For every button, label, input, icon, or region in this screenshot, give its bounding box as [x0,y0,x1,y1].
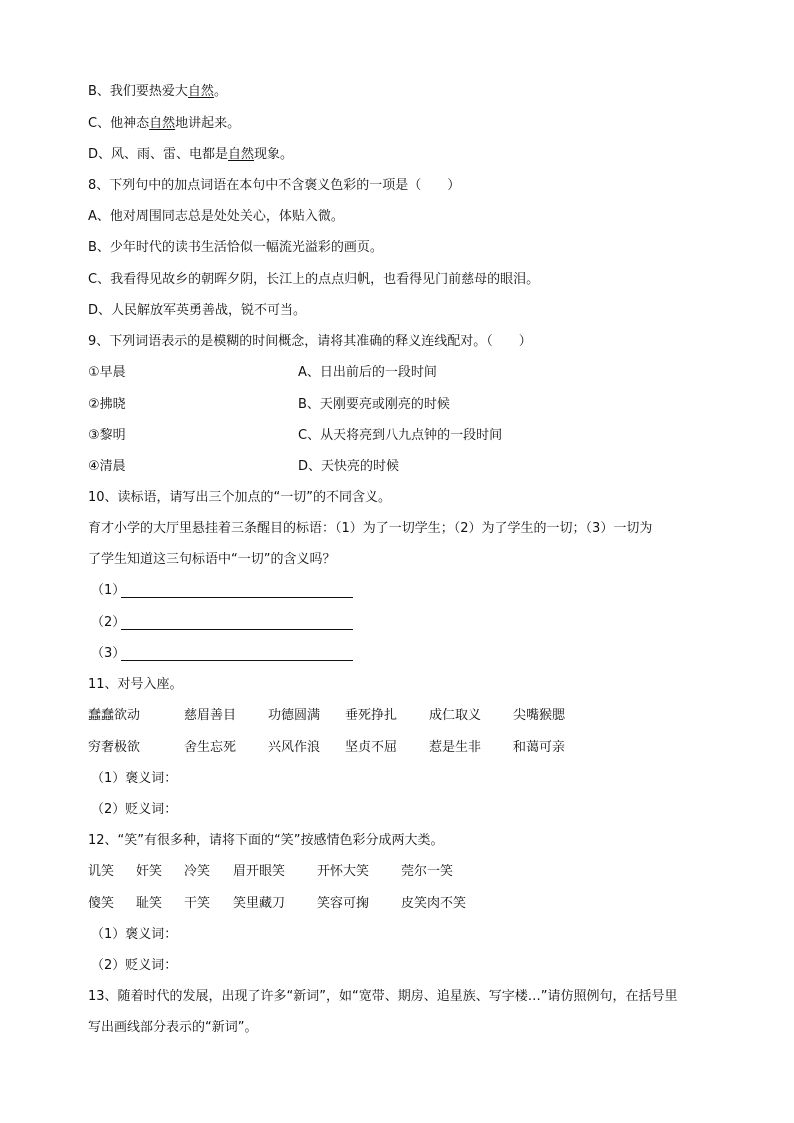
q9-term-1: ①早晨 [88,365,126,380]
q12-word: 莞尔一笑 [401,864,454,879]
q8-option-d: D、人民解放军英勇善战，锐不可当。 [88,303,307,318]
q11-word: 成仁取义 [429,708,482,723]
q10-answer-line-2[interactable] [121,629,353,630]
q8-option-c: C、我看得见故乡的朝晖夕阴，长江上的点点归帆，也看得见门前慈母的眼泪。 [88,272,540,287]
q12-word: 干笑 [184,896,211,911]
text: 现象。 [254,147,294,162]
q12-answer-negative: （2）贬义词： [91,958,178,973]
underlined-word: 自然 [149,116,176,131]
q12-answer-positive: （1）褒义词： [91,927,178,942]
option-d-line [88,147,293,163]
question-13-line-2: 写出画线部分表示的“新词”。 [88,1020,258,1035]
text: 。 [213,84,227,99]
q12-word: 笑容可掬 [317,896,370,911]
q11-word: 功德圆满 [268,708,321,723]
q11-word: 垂死挣扎 [345,708,398,723]
question-8-stem: 8、下列句中的加点词语在本句中不含褒义色彩的一项是（ ） [88,178,461,193]
q11-word: 舍生忘死 [184,740,237,755]
q9-definition-c: C、从天将亮到八九点钟的一段时间 [298,428,503,443]
text: C、他神态 [88,116,150,131]
q8-option-a: A、他对周围同志总是处处关心，体贴入微。 [88,209,344,224]
q9-term-3: ③黎明 [88,428,126,443]
question-11-stem: 11、对号入座。 [88,677,183,692]
q11-word: 穷奢极欲 [88,740,141,755]
text: B、我们要热爱大 [88,84,188,99]
q11-word: 坚贞不屈 [345,740,398,755]
q9-definition-b: B、天刚要亮或刚亮的时候 [298,397,450,412]
q10-answer-line-1[interactable] [121,597,353,598]
question-10-stem: 10、读标语，请写出三个加点的“一切”的不同含义。 [88,490,392,505]
question-13-line-1: 13、随着时代的发展，出现了许多“新词”，如“宽带、期房、追星族、写字楼…”请仿照例句，在括号里 [88,989,678,1004]
q10-blank-label-1: （1） [91,583,126,598]
q12-word: 奸笑 [136,864,163,879]
q11-word: 蠢蠢欲动 [88,708,141,723]
q10-blank-label-2: （2） [91,615,126,630]
option-b-line [88,84,227,100]
underlined-word: 自然 [228,147,255,162]
q11-answer-negative: （2）贬义词： [91,802,178,817]
underlined-word: 自然 [187,84,214,99]
q10-body-line-1: 育才小学的大厅里悬挂着三条醒目的标语：（1）为了一切学生；（2）为了学生的一切；（3）一切为 [88,521,653,536]
q8-option-b: B、少年时代的读书生活恰似一幅流光溢彩的画页。 [88,240,383,255]
q12-word: 讥笑 [88,864,115,879]
q12-word: 开怀大笑 [317,864,370,879]
q9-definition-a: A、日出前后的一段时间 [298,365,437,380]
q11-word: 和蔼可亲 [513,740,566,755]
q12-word: 傻笑 [88,896,115,911]
q10-blank-label-3: （3） [91,646,126,661]
q9-term-4: ④清晨 [88,459,126,474]
text: 地讲起来。 [175,116,241,131]
text: D、风、雨、雷、电都是 [88,147,229,162]
q12-word: 笑里藏刀 [233,896,286,911]
q12-word: 冷笑 [184,864,211,879]
q11-word: 兴风作浪 [268,740,321,755]
q10-body-line-2: 了学生知道这三句标语中“一切”的含义吗？ [88,552,336,567]
q12-word: 眉开眼笑 [233,864,286,879]
q9-definition-d: D、天快亮的时候 [298,459,400,474]
q12-word: 皮笑肉不笑 [401,896,467,911]
question-12-stem: 12、“笑”有很多种，请将下面的“笑”按感情色彩分成两大类。 [88,833,444,848]
q11-word: 惹是生非 [429,740,482,755]
question-9-stem: 9、下列词语表示的是模糊的时间概念，请将其准确的释义连线配对。（ ） [88,334,532,349]
q11-word: 慈眉善目 [184,708,237,723]
q10-answer-line-3[interactable] [121,660,353,661]
option-c-line [88,116,240,132]
q9-term-2: ②拂晓 [88,397,126,412]
q11-word: 尖嘴猴腮 [513,708,566,723]
q12-word: 耻笑 [136,896,163,911]
q11-answer-positive: （1）褒义词： [91,771,178,786]
